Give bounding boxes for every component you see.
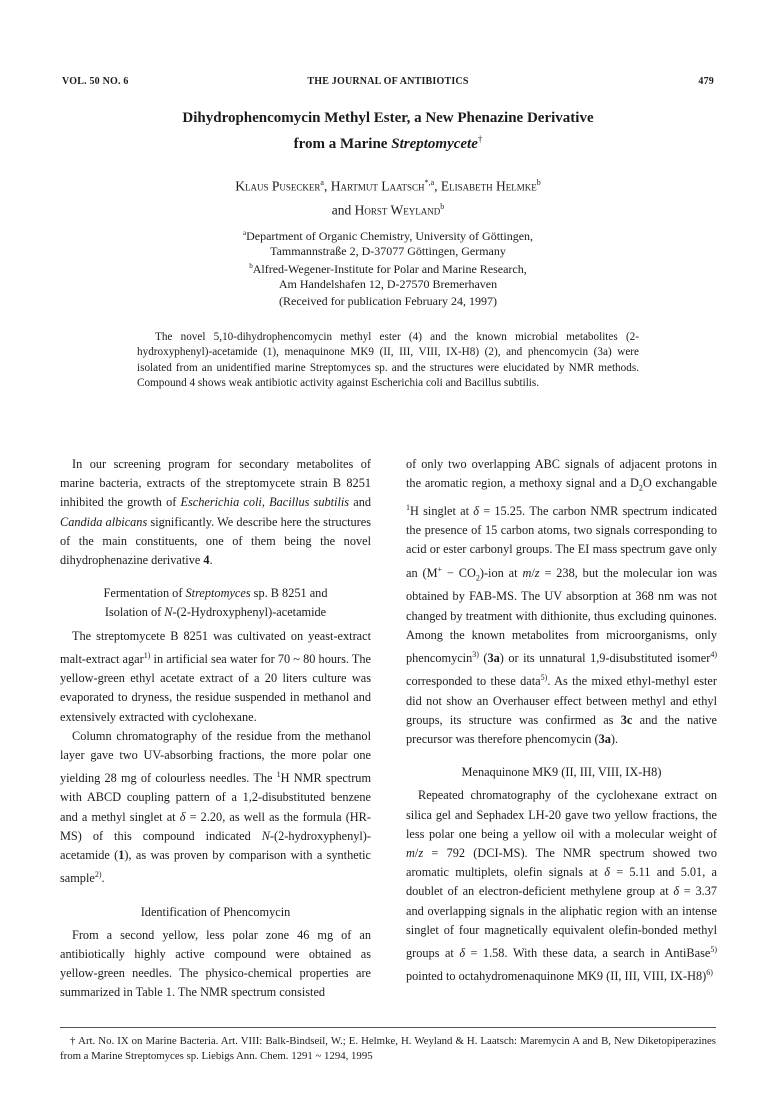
author-name: Hartmut Laatsch <box>330 178 425 194</box>
received-date: (Received for publication February 24, 1997) <box>279 294 497 308</box>
phencomycin-paragraph-continued: of only two overlapping ABC signals of adjacent protons in the aromatic region, a methoxy signal and a $D_2O$ exchangable $^1$H singlet at δ = 15.25. The carbon NMR spectrum indicated the presence of 15 carbon atoms, two signals corresponding to acid or ester carbonyl groups. The EI mass spectrum gave only an $(M^+ - CO_2)$-ion at m/z = 238, but the molecular ion was obtained by FAB-MS. The UV absorption at 368 nm was not changed by treatment with dithionite, thus excluding quinones. Among the known metabolites from microorganisms, only phencomycin$^{3)}$ (3a) or its unnatural 1,9-disubstituted isomer$^{4)}$ corresponded to these data$^{5)}$. As the mixed ethyl-methyl ester did not show an Overhauser effect between methyl and ethyl groups, its structure was confirmed as 3c and the native precursor was therefore phencomycin (3a). <box>406 457 718 746</box>
running-header <box>62 76 714 90</box>
phencomycin-paragraph: From a second yellow, less polar zone 46 mg of an antibiotically highly active compound were obtained as yellow-green needles. The physico-chemical properties are summarized in Table 1. The NMR spectrum consisted <box>60 927 371 1000</box>
menaquinone-paragraph: Repeated chromatography of the cyclohexane extract on silica gel and Sephadex LH-20 gave two yellow fractions, the less polar one being a yellow oil with a molecular weight of m/z = 792 (DCI-MS). The NMR spectrum showed two aromatic multiplets, olefin signals at δ = 5.11 and 5.01, a doublet of an electron-deficient methylene group at δ = 3.37 and overlapping signals in the aliphatic region with an intense singlet of four magnetically equivalent olefin-bonded methyl groups at δ = 1.58. With these data, a search in AntiBase$^{5)}$ pointed to octahydromenaquinone MK9 (II, III, VIII, IX-H8)$^{6)}$ <box>406 788 717 984</box>
fermentation-paragraph: The streptomycete B 8251 was cultivated on yeast-extract malt-extract agar$^{1)}$ in artificial sea water for 70 ~ 80 hours. The yellow-green ethyl acetate extract of a 20 liters culture was evaporated to dryness, the residue suspended in methanol and extensively extracted with cyclohexane. <box>60 628 372 724</box>
body-right-column <box>406 455 717 987</box>
title-line-1: Dihydrophencomycin Methyl Ester, a New Phenazine Derivative <box>182 110 594 126</box>
section-heading-phencomycin: Identification of Phencomycin <box>140 904 291 919</box>
footnote: † Art. No. IX on Marine Bacteria. Art. VIII: Balk-Bindseil, W.; E. Helmke, H. Weyland & H. Laatsch: Maremycin A and B, New Diketopiperazines from a Marine Streptomyces sp. Liebigs Ann. Chem. 1291 ~ 1294, 1995 <box>60 1035 716 1062</box>
title-line-2: from a Marine Streptomycete† <box>293 134 483 152</box>
volume-number: VOL. 50 NO. 6 <box>62 76 129 87</box>
affiliations: $^a$Department of Organic Chemistry, University of Göttingen, Tammannstraße 2, D-37077 Göttingen, Germany $^b$Alfred-Wegener-Institute for Polar and Marine Research, Am Handelshafen 12, D-27570 Bremerhaven <box>242 229 534 291</box>
article-title <box>60 108 716 155</box>
intro-paragraph: In our screening program for secondary metabolites of marine bacteria, extracts of the streptomycete strain B 8251 inhibited the growth of Escherichia coli, Bacillus subtilis and Candida albicans significantly. We describe here the structures of the main constituents, one of them being the novel dihydrophenazine derivative 4. <box>60 457 371 568</box>
journal-name: THE JOURNAL OF ANTIBIOTICS <box>307 76 469 87</box>
author-name: Elisabeth Helmke <box>440 178 537 194</box>
page-number: 479 <box>698 76 714 87</box>
footnote-divider <box>60 1027 716 1028</box>
body-left-column <box>60 455 371 1003</box>
author-list: Klaus Pusecker$^a$, Hartmut Laatsch$^{*,a}$, Elisabeth Helmke$^b$ and Horst Weyland$^b$ <box>235 178 541 217</box>
chromatography-paragraph: Column chromatography of the residue from the methanol layer gave two UV-absorbing fractions, the more polar one yielding 28 mg of colourless needles. The $^1$H NMR spectrum with ABCD coupling pattern of a 1,2-disubstituted benzene and a methyl singlet at δ = 2.20, as well as the formula (HR-MS) of this compound indicated N-(2-hydroxyphenyl)-acetamide (1), as was proven by comparison with a synthetic sample$^{2)}$. <box>60 728 372 886</box>
abstract: The novel 5,10-dihydrophencomycin methyl ester (4) and the known microbial metabolites (2-hydroxyphenyl)-acetamide (1), menaquinone MK9 (II, III, VIII, IX-H8) (2), and phencomycin (3a) were isolated from an unidentified marine Streptomyces sp. and the structures were elucidated by NMR methods. Compound 4 shows weak antibiotic activity against Escherichia coli and Bacillus subtilis. <box>137 331 639 389</box>
author-name: Klaus Pusecker <box>235 178 321 194</box>
section-heading-menaquinone: Menaquinone MK9 (II, III, VIII, IX-H8) <box>461 765 662 780</box>
author-name: Horst Weyland <box>354 202 441 217</box>
section-heading-fermentation: Fermentation of Streptomyces sp. B 8251 and Isolation of N-(2-Hydroxyphenyl)-acetamide <box>103 586 328 620</box>
